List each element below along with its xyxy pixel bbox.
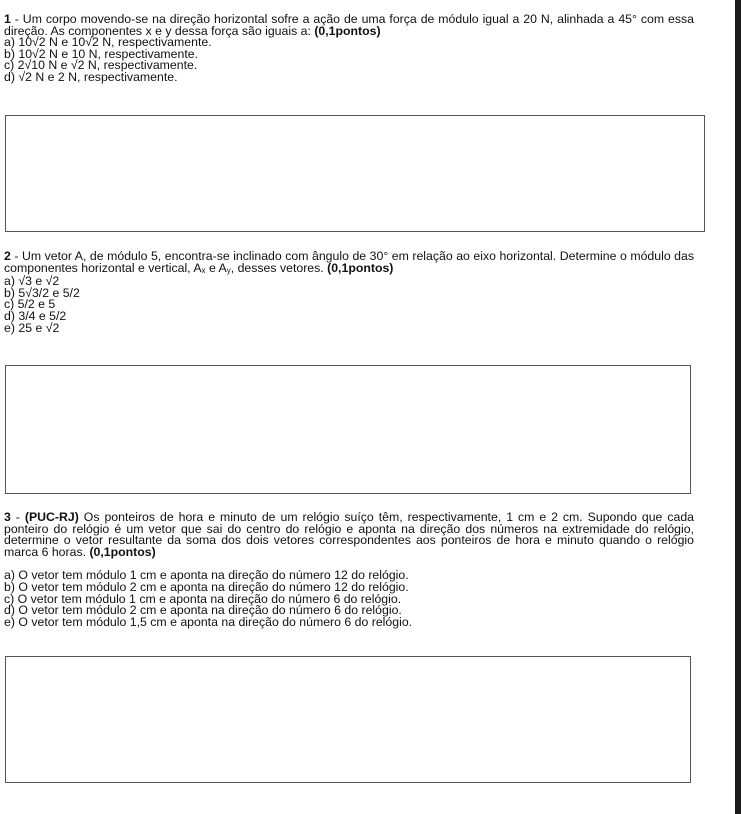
question-3-options [4, 570, 694, 628]
subscript-y: y [226, 265, 231, 275]
question-2-text-a: - Um vetor A, de módulo 5, encontra-se inclinado com ângulo de 30° em relação ao eixo horizontal. Determine o módulo das componentes horizontal e vertical, A [4, 249, 694, 275]
question-3-source: (PUC-RJ) [24, 510, 79, 524]
question-2-points: (0,1pontos) [327, 260, 394, 275]
question-1-points: (0,1pontos) [314, 23, 381, 38]
question-1-options [4, 37, 694, 83]
answer-box-3[interactable] [5, 656, 691, 783]
question-2-number: 2 [4, 249, 11, 263]
subscript-x: x [201, 265, 206, 275]
question-1-text: - Um corpo movendo-se na direção horizontal sofre a ação de uma força de módulo igual a 20 N, alinhada a 45° com essa direção. As componentes x e y dessa força são iguais a: [4, 12, 694, 38]
question-1 [4, 14, 694, 84]
question-2-option-d: d) 3/4 e 5/2 [4, 308, 67, 323]
question-2-option-e: e) 25 e √2 [4, 320, 60, 335]
answer-box-2[interactable] [5, 365, 691, 494]
question-3-stem: 3 - (PUC-RJ) Os ponteiros de hora e minuto de um relógio suíço têm, respectivamente, 1 cm e 2 cm. Supondo que cada ponteiro do relógio é um vetor que sai do centro do relógio e aponta na direção dos números na extremidade do relógio, determine o vetor resultante da soma dos dois vetores correspondentes aos ponteiros de hora e minuto quando o relógio marca 6 horas. (0,1pontos) [4, 510, 695, 559]
question-3-option-b: b) O vetor tem módulo 2 cm e aponta na direção do número 12 do relógio. [4, 579, 409, 594]
question-3-option-c: c) O vetor tem módulo 1 cm e aponta na direção do número 6 do relógio. [4, 591, 402, 606]
question-3-points: (0,1pontos) [89, 544, 156, 559]
question-1-number: 1 [4, 12, 11, 26]
question-2-text-mid: e A [205, 260, 227, 275]
right-edge-bar [735, 0, 741, 814]
question-1-option-d: d) √2 N e 2 N, respectivamente. [4, 69, 178, 84]
question-3 [4, 512, 694, 628]
question-2-text-b: , desses vetores. [230, 260, 328, 275]
answer-box-1[interactable] [5, 115, 705, 232]
question-3-option-e: e) O vetor tem módulo 1,5 cm e aponta na direção do número 6 do relógio. [4, 614, 413, 629]
question-2-stem [4, 251, 694, 276]
question-3-option-a: a) O vetor tem módulo 1 cm e aponta na direção do número 12 do relógio. [4, 568, 409, 583]
question-2-option-c: c) 5/2 e 5 [4, 297, 56, 312]
question-1-option-c: c) 2√10 N e √2 N, respectivamente. [4, 58, 198, 73]
question-2-option-b: b) 5√3/2 e 5/2 [4, 285, 80, 300]
question-1-option-a: a) 10√2 N e 10√2 N, respectivamente. [4, 35, 212, 50]
question-1-stem [4, 14, 694, 37]
question-3-option-d: d) O vetor tem módulo 2 cm e aponta na direção do número 6 do relógio. [4, 603, 402, 618]
question-2 [4, 251, 694, 334]
question-3-text: Os ponteiros de hora e minuto de um relógio suíço têm, respectivamente, 1 cm e 2 cm. Supondo que cada ponteiro do relógio é um vetor que sai do centro do relógio e aponta na direção dos números na extremidade do relógio, determine o vetor resultante da soma dos dois vetores correspondentes aos ponteiros de hora e minuto quando o relógio marca 6 horas. [4, 510, 695, 559]
question-1-option-b: b) 10√2 N e 10 N, respectivamente. [4, 46, 199, 61]
question-2-options [4, 276, 694, 334]
question-2-option-a: a) √3 e √2 [4, 274, 60, 289]
question-3-number: 3 [4, 510, 11, 524]
